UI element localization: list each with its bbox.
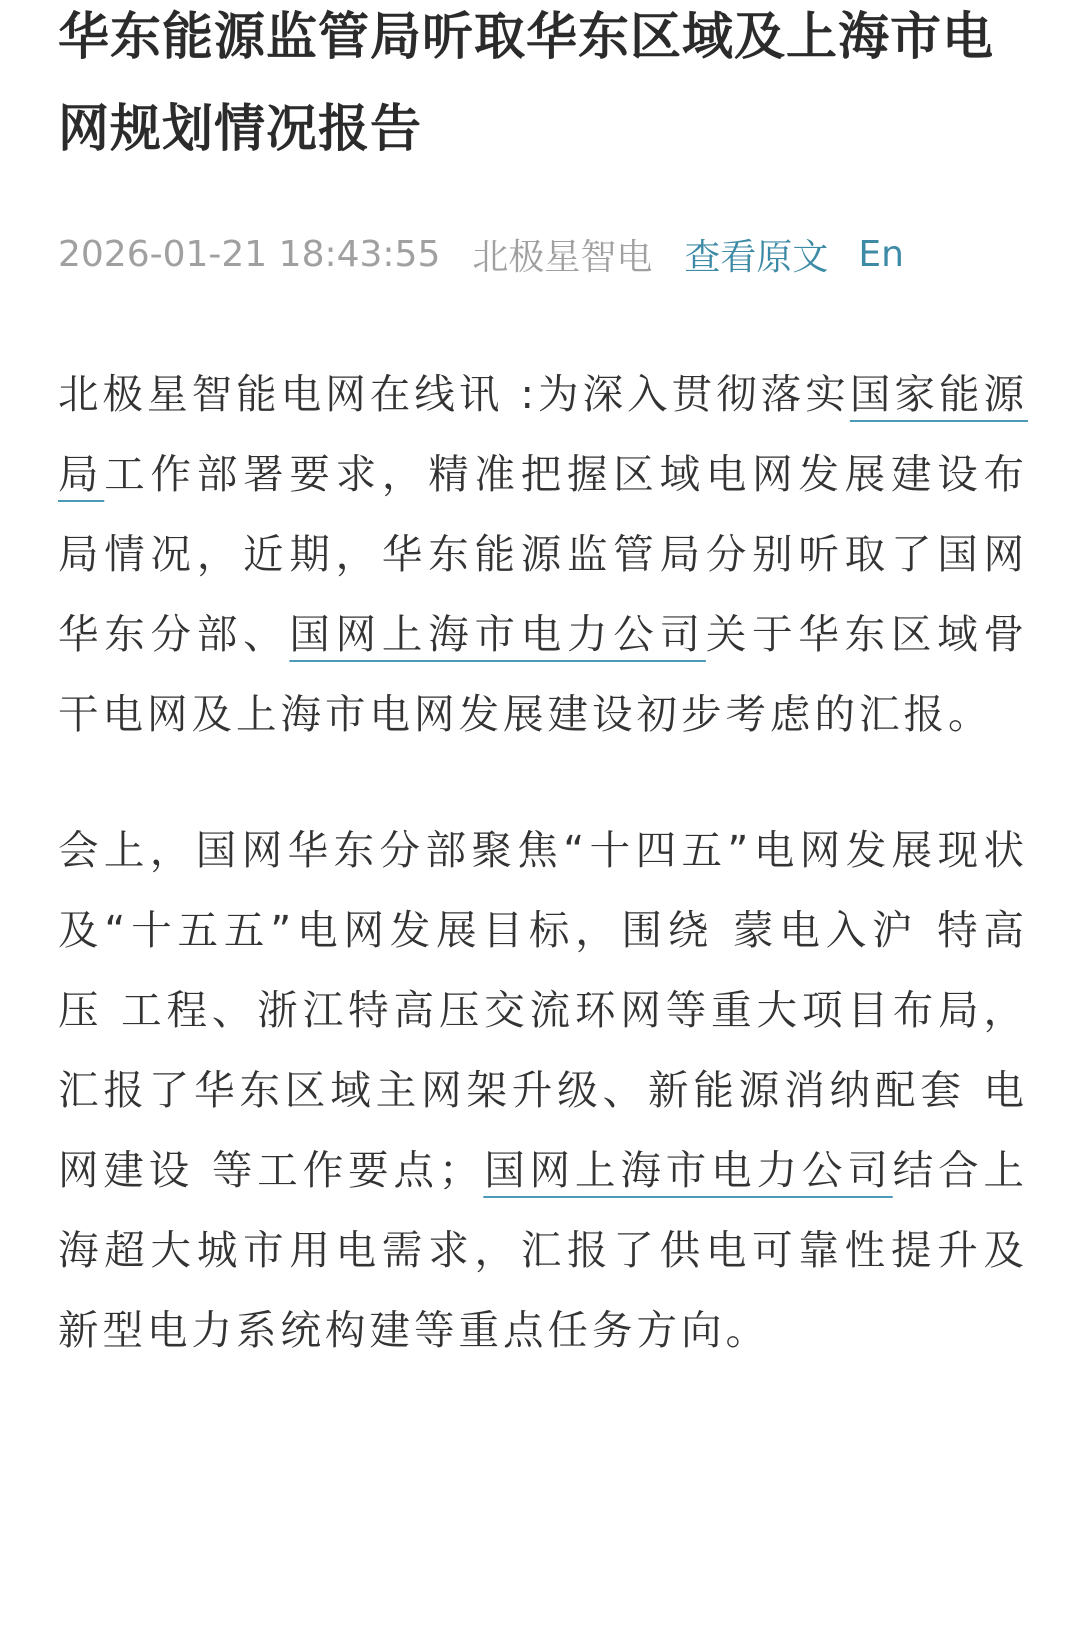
keyword-link-sgcc-shanghai[interactable]: 国网上海市电力公司 [483,1146,893,1194]
paragraph-text: 工作部署要求，精准把握区域电网发展建设布局情况，近期，华东能源监管局分别听取了国网华东分部、 [58,450,1029,658]
view-original-link[interactable]: 查看原文 [684,236,829,278]
publish-timestamp: 2026-01-21 18:43:55 [58,233,441,275]
source-name: 北极星智电 [472,236,653,278]
paragraph-text: 关于华东区域骨干电网及上海市电网发展建设初步考虑的汇报。 [58,610,1029,738]
keyword-link-nea[interactable]: 国家能源局 [58,370,1028,498]
paragraph-text: 结合上海超大城市用电需求，汇报了供电可靠性提升及新型电力系统构建等重点任务方向。 [58,1146,1029,1354]
article [58,0,1028,1370]
keyword-link-sgcc-shanghai[interactable]: 国网上海市电力公司 [289,610,706,658]
paragraph-1 [58,354,1028,754]
english-version-link[interactable]: En [858,233,904,275]
paragraph-text: 北极星智能电网在线讯 :为深入贯彻落实 [58,370,850,418]
paragraph-2 [58,810,1028,1370]
article-title: 华东能源监管局听取华东区域及上海市电网规划情况报告 [58,8,995,159]
paragraph-text: 会上，国网华东分部聚焦“十四五”电网发展现状及“十五五”电网发展目标，围绕 蒙电入沪 特高压 工程、浙江特高压交流环网等重大项目布局，汇报了华东区域主网架升级、新能源消纳配套 电网建设 等工作要点； [58,826,1028,1194]
article-meta [58,226,1028,282]
